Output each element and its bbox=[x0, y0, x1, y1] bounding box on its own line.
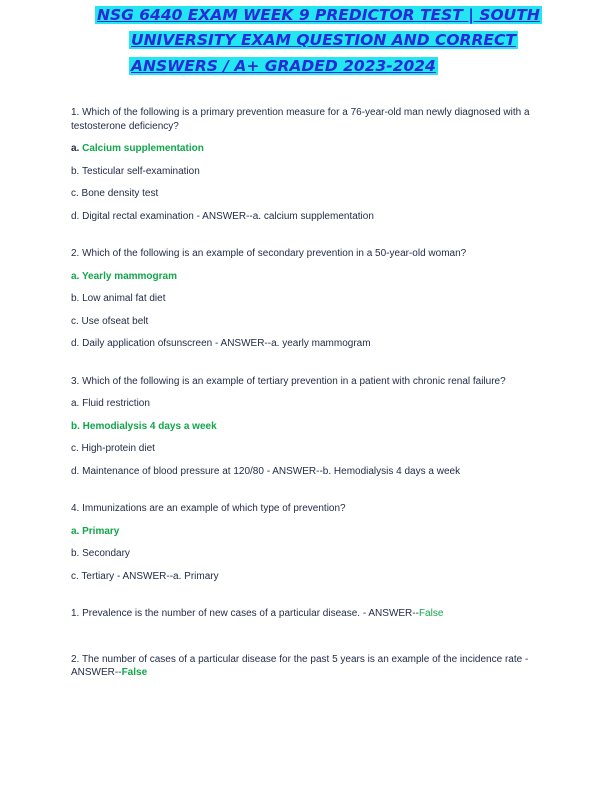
option-with-answer: d. Digital rectal examination - ANSWER--a. calcium supplementation bbox=[71, 210, 374, 222]
option-correct: b. Hemodialysis 4 days a week bbox=[71, 420, 217, 432]
question-text: 1. Which of the following is a primary prevention measure for a 76-year-old man newly diagnosed with a testosterone deficiency? bbox=[71, 107, 530, 132]
option: b. Testicular self-examination bbox=[71, 165, 200, 177]
option: b. Low animal fat diet bbox=[71, 293, 166, 304]
option-correct-text: Calcium supplementation bbox=[82, 143, 204, 154]
option: b. Secondary bbox=[71, 548, 130, 559]
statement-text: 1. Prevalence is the number of new cases of a particular disease. - ANSWER-- bbox=[71, 608, 419, 619]
option-correct: a. Yearly mammogram bbox=[71, 270, 177, 282]
title-line-3: ANSWERS / A+ GRADED 2023-2024 bbox=[131, 57, 436, 75]
document-body bbox=[71, 106, 541, 680]
true-false-item bbox=[71, 653, 541, 680]
answer-value: False bbox=[121, 667, 148, 678]
statement-text: 2. The number of cases of a particular disease for the past 5 years is an example of the incidence rate - ANSWER-- bbox=[71, 653, 529, 678]
option-correct: a. Primary bbox=[71, 525, 120, 537]
option-with-answer: d. Maintenance of blood pressure at 120/80 - ANSWER--b. Hemodialysis 4 days a week bbox=[71, 465, 461, 477]
option-with-answer: d. Daily application ofsunscreen - ANSWER--a. yearly mammogram bbox=[71, 338, 371, 349]
true-false-item bbox=[71, 607, 541, 621]
option-prefix: a. bbox=[71, 143, 83, 154]
option-correct bbox=[71, 142, 541, 156]
title-line-1: NSG 6440 EXAM WEEK 9 PREDICTOR TEST | SOUTH bbox=[97, 6, 540, 24]
question-block bbox=[71, 502, 541, 583]
option: c. Use ofseat belt bbox=[71, 315, 149, 327]
question-text: 2. Which of the following is an example of secondary prevention in a 50-year-old woman? bbox=[71, 248, 467, 259]
answer-value: False bbox=[418, 608, 444, 619]
question-block bbox=[71, 247, 541, 351]
option: a. Fluid restriction bbox=[71, 398, 150, 409]
title-line-2: UNIVERSITY EXAM QUESTION AND CORRECT bbox=[131, 31, 516, 49]
option: c. Bone density test bbox=[71, 188, 159, 199]
option: c. High-protein diet bbox=[71, 443, 155, 454]
question-text: 3. Which of the following is an example of tertiary prevention in a patient with chronic renal failure? bbox=[71, 375, 506, 387]
question-block bbox=[71, 375, 541, 479]
question-block bbox=[71, 106, 541, 223]
option-with-answer: c. Tertiary - ANSWER--a. Primary bbox=[71, 570, 219, 582]
question-text: 4. Immunizations are an example of which type of prevention? bbox=[71, 503, 346, 514]
